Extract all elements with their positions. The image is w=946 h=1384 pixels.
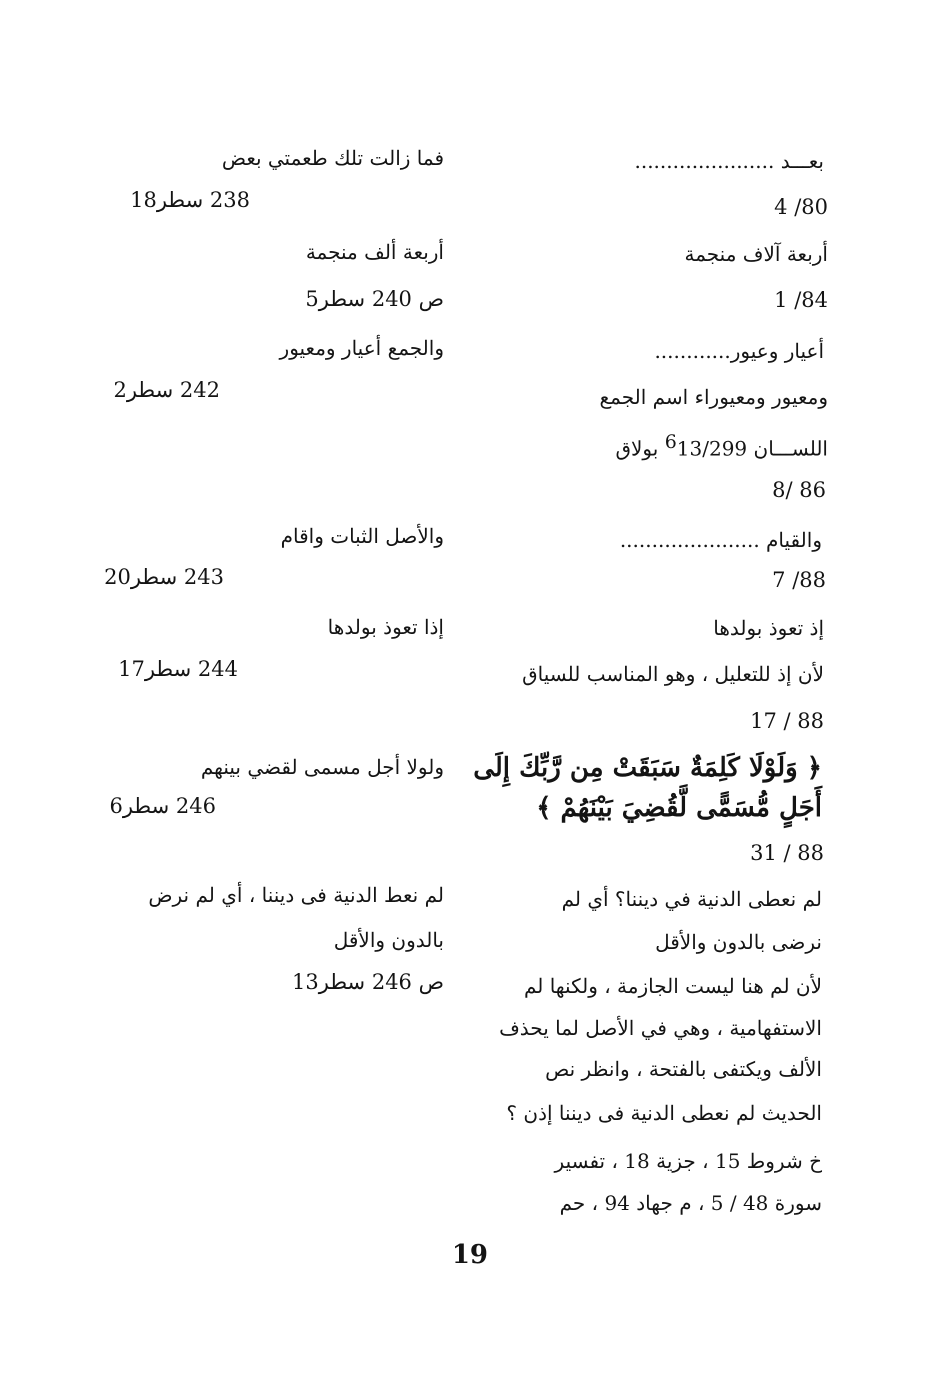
reference-line: 17 / 88 xyxy=(750,709,824,733)
reference-line: 1 /84 xyxy=(774,288,828,312)
superscript-number: 6 xyxy=(664,431,677,453)
text-line: سورة 48 / 5 ، م جهاد 94 ، حم xyxy=(559,1191,822,1215)
text-line: والقيام ...................... xyxy=(619,528,822,552)
text-line: لم نعطى الدنية في ديننا؟ أي لم xyxy=(561,887,822,911)
reference-line: ص 246 سطر13 xyxy=(292,970,444,994)
reference-line: 31 / 88 xyxy=(750,841,824,865)
text-line: لم نعط الدنية فى ديننا ، أي لم نرض xyxy=(148,883,444,907)
text-line: الاستفهامية ، وهي في الأصل لما يحذف xyxy=(499,1016,822,1040)
text-line: لأن لم هنا ليست الجازمة ، ولكنها لم xyxy=(523,974,822,998)
reference-line: 4 /80 xyxy=(774,195,828,219)
reference-line: 244 سطر17 xyxy=(118,657,238,681)
text-line: بعـــد ...................... xyxy=(634,149,824,173)
text-line: أعيار وعيور............ xyxy=(654,339,824,363)
text-line: نرضى بالدون والأقل xyxy=(655,930,822,954)
source-reference: 13/299 بولاق xyxy=(615,436,748,461)
text-line: بالدون والأقل xyxy=(333,928,444,952)
reference-line: ص 240 سطر5 xyxy=(305,287,444,311)
text-line: والجمع أعيار ومعيور xyxy=(279,336,444,360)
reference-line: 7 /88 xyxy=(772,568,826,592)
text-line: الألف ويكتفى بالفتحة ، وانظر نص xyxy=(545,1057,822,1081)
text-line: أربعة آلاف منجمة xyxy=(684,242,828,266)
text-line: فما زالت تلك طعمتي بعض xyxy=(221,146,444,170)
text-line: خ شروط 15 ، جزية 18 ، تفسير xyxy=(554,1149,822,1173)
reference-line: 246 سطر6 xyxy=(109,794,216,818)
quran-verse-line: أَجَلٍ مُّسَمًّى لَّقُضِيَ بَيْنَهُمْ ﴾ xyxy=(536,793,822,823)
text-line xyxy=(616,427,829,464)
text-line: لأن إذ للتعليل ، وهو المناسب للسياق xyxy=(522,662,824,686)
text-line: الحديث لم نعطى الدنية فى ديننا إذن ؟ xyxy=(506,1101,822,1125)
text-line: ولولا أجل مسمى لقضي بينهم xyxy=(200,755,444,779)
reference-line: 8/ 86 xyxy=(772,478,826,502)
text-line: أربعة ألف منجمة xyxy=(305,240,444,264)
page-number: 19 xyxy=(451,1240,488,1270)
text-line: والأصل الثبات واقام xyxy=(280,524,444,548)
reference-line: 242 سطر2 xyxy=(113,378,220,402)
reference-line: 238 سطر18 xyxy=(130,188,250,212)
source-name: اللســـان xyxy=(747,436,828,461)
text-line: إذا تعوذ بولدها xyxy=(327,615,444,639)
text-line: إذ تعوذ بولدها xyxy=(713,616,824,640)
reference-line: 243 سطر20 xyxy=(104,565,224,589)
text-line: ومعيور ومعيوراء اسم الجمع xyxy=(599,385,828,409)
quran-verse-line: ﴿ وَلَوْلَا كَلِمَةٌ سَبَقَتْ مِن رَّبِّكَ إِلَى xyxy=(473,753,822,783)
